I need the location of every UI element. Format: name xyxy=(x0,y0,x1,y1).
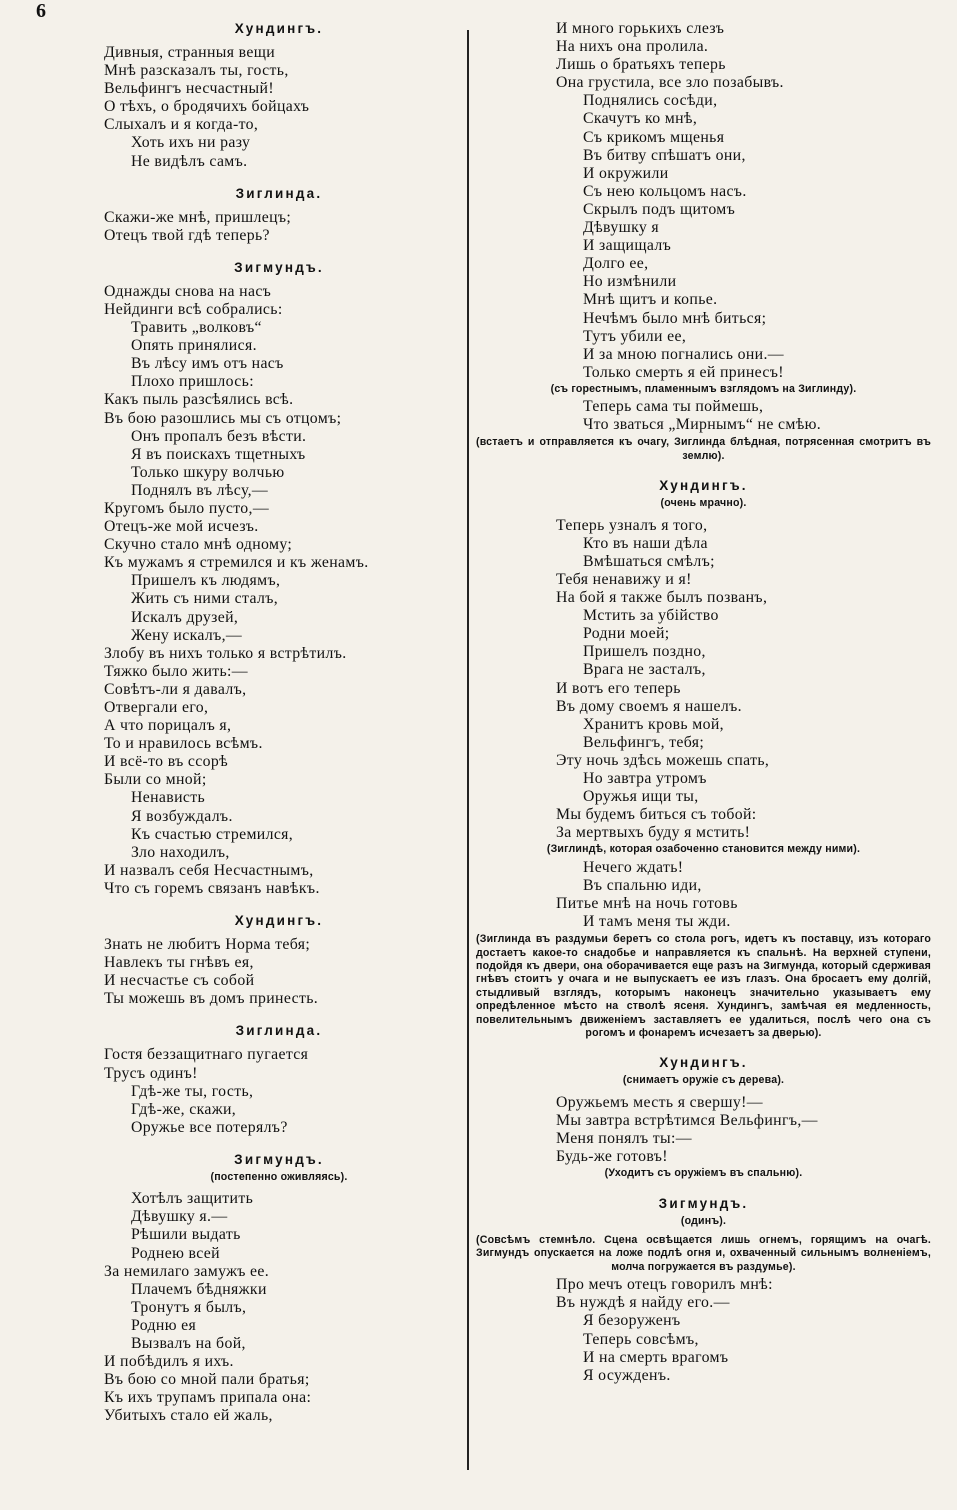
verse-line: И за мною погнались они.— xyxy=(583,345,784,363)
verse-line: Меня понялъ ты:— xyxy=(556,1130,692,1147)
verse-line: Нечѣмъ было мнѣ биться; xyxy=(583,309,767,327)
stage-direction: (Уходитъ съ оружіемъ въ спальню). xyxy=(604,1167,803,1180)
verse-line: Хотѣлъ защитить xyxy=(131,1190,254,1208)
verse-line: Плохо пришлось: xyxy=(131,373,254,391)
verse-line: Въ дому своемъ я нашелъ. xyxy=(556,697,742,715)
verse-line: На бой я также былъ позванъ, xyxy=(556,589,768,607)
verse-line: Дѣвушку я xyxy=(583,219,660,237)
verse-line: Въ битву спѣшатъ они, xyxy=(583,146,746,164)
speaker-name: Хундингъ. xyxy=(659,1055,748,1071)
speaker-name: Зиглинда. xyxy=(235,185,323,201)
verse-line: Скажи-же мнѣ, пришлецъ; xyxy=(104,208,292,226)
speaker-name: Хундингъ. xyxy=(234,913,324,929)
verse-line: И окружили xyxy=(583,164,669,182)
verse-line: Отвергали его, xyxy=(104,699,209,716)
verse-line: Онъ пропалъ безъ вѣсти. xyxy=(131,427,307,445)
verse-line: Что съ горемъ связанъ навѣкъ. xyxy=(104,879,320,897)
verse-line: Слыхалъ и я когда-то, xyxy=(104,116,259,134)
verse-line: Мстить за убійство xyxy=(583,607,719,625)
verse-line: Родни моей; xyxy=(583,625,670,643)
verse-line: Что зваться „Мирнымъ“ не смѣю. xyxy=(583,416,822,434)
verse-line: Роднею всей xyxy=(131,1244,220,1262)
verse-line: И несчастье съ собой xyxy=(104,972,255,990)
verse-line: Отецъ твой гдѣ теперь? xyxy=(104,226,270,244)
verse-line: Совѣтъ-ли я давалъ, xyxy=(104,680,247,698)
verse-line: Дивныя, странныя вещи xyxy=(104,44,276,61)
column-divider xyxy=(467,30,469,1470)
verse-line: Къ мужамъ я стремился и къ женамъ. xyxy=(104,554,369,572)
verse-line: И тамъ меня ты жди. xyxy=(583,913,731,931)
verse-line: И побѣдилъ я ихъ. xyxy=(104,1353,234,1371)
speaker-name: Зиглинда. xyxy=(235,1023,323,1039)
verse-line: Убитыхъ стало ей жаль, xyxy=(104,1407,273,1425)
verse-line: На нихъ она пролила. xyxy=(556,38,709,56)
verse-line: Питье мнѣ на ночь готовь xyxy=(556,894,738,912)
verse-line: Оружьемъ месть я свершу!— xyxy=(556,1093,763,1111)
verse-line: Вельфингъ, тебя; xyxy=(583,733,705,751)
verse-line: Гдѣ-же, скажи, xyxy=(131,1100,237,1118)
verse-line: Плачемъ бѣдняжки xyxy=(131,1280,267,1298)
verse-line: За немилаго замужъ ее. xyxy=(104,1262,270,1280)
verse-line: Рѣшили выдать xyxy=(131,1226,241,1244)
verse-line: За мертвыхъ буду я мстить! xyxy=(556,824,751,842)
verse-line: Оружья ищи ты, xyxy=(583,788,699,806)
verse-line: Оружье все потерялъ? xyxy=(131,1118,288,1136)
verse-line: Родню ея xyxy=(131,1316,197,1334)
verse-line: Будь-же готовъ! xyxy=(556,1148,668,1166)
verse-line: Не видѣлъ самъ. xyxy=(131,152,248,170)
verse-line: Нейдинги всѣ собрались: xyxy=(104,300,283,318)
verse-line: Дѣвушку я.— xyxy=(131,1208,228,1226)
verse-line: Вельфингъ несчастный! xyxy=(104,80,274,98)
page-number: 6 xyxy=(36,0,46,22)
stage-direction: (постепенно оживляясь). xyxy=(210,1170,348,1183)
verse-line: Но измѣнили xyxy=(583,273,677,291)
verse-line: Пришелъ поздно, xyxy=(583,643,706,661)
verse-line: Эту ночь здѣсь можешь спать, xyxy=(556,751,770,769)
verse-line: Нечего ждать! xyxy=(583,858,684,876)
verse-line: Я безоруженъ xyxy=(583,1312,681,1330)
right-column xyxy=(476,20,931,1385)
speaker-name: Зигмундъ. xyxy=(234,259,324,275)
verse-line: Я осужденъ. xyxy=(583,1366,671,1384)
verse-line: Теперь узналъ я того, xyxy=(556,516,708,534)
verse-line: Поднялись сосѣди, xyxy=(583,92,718,110)
verse-line: Мнѣ разсказалъ ты, гость, xyxy=(104,62,289,80)
verse-line: И на смерть врагомъ xyxy=(583,1348,729,1366)
verse-line: Мы будемъ биться съ тобой: xyxy=(556,806,757,824)
verse-line: Только смерть я ей принесъ! xyxy=(583,363,784,381)
verse-line: Я возбуждалъ. xyxy=(131,807,233,825)
verse-line: Какъ пыль разсѣялись всѣ. xyxy=(104,391,294,409)
verse-line: Хранитъ кровь мой, xyxy=(583,715,724,733)
verse-line: Но завтра утромъ xyxy=(583,770,707,787)
verse-line: Въ бою разошлись мы съ отцомъ; xyxy=(104,409,342,427)
verse-line: О тѣхъ, о бродячихъ бойцахъ xyxy=(104,98,310,116)
verse-line: Искалъ друзей, xyxy=(131,608,239,626)
verse-line: Я въ поискахъ тщетныхъ xyxy=(131,445,306,463)
stage-direction: (Зиглинда въ раздумьи беретъ со стола рогъ, идетъ къ поставцу, изъ котораго достаетъ какое-то снадобье и направляется къ спальнѣ. На верхней ступени, подойдя къ двери, она оборачивается еще разъ на Зигмунда, который сдерживая гнѣвъ стоитъ у очага и не выпускаетъ ее изъ глазъ. Она бросаетъ ему долгій, стыдливый взглядъ, которымъ наконецъ значительно указываетъ ему опредѣленное мѣсто на стволѣ ясеня. Хундингъ, замѣчая ея медленность, повелительнымъ движеніемъ заставляетъ ее удалиться, послѣ чего она съ рогомъ и фонаремъ исчезаетъ за дверью). xyxy=(476,933,931,1039)
verse-line: Мы завтра встрѣтимся Вельфингъ,— xyxy=(556,1111,818,1129)
verse-line: Вызвалъ на бой, xyxy=(131,1335,246,1353)
stage-direction: (Совсѣмъ стемнѣло. Сцена освѣщается лишь огнемъ, горящимъ на очагѣ. Зигмундъ опускается на ложе подлѣ огня и, охваченный сильнымъ волненіемъ, молча погружается въ раздумье). xyxy=(476,1234,931,1273)
verse-line: Къ счастью стремился, xyxy=(131,825,294,843)
verse-line: И всё-то въ ссорѣ xyxy=(104,753,229,771)
verse-line: Только шкуру волчью xyxy=(131,463,285,481)
verse-line: Однажды снова на насъ xyxy=(104,282,272,300)
verse-line: Скачутъ ко мнѣ, xyxy=(583,110,698,128)
verse-line: Отецъ-же мой исчезъ. xyxy=(104,518,259,536)
verse-line: Ты можешь въ домъ принесть. xyxy=(104,990,319,1008)
verse-line: Знать не любитъ Норма тебя; xyxy=(104,936,311,954)
verse-line: И защищалъ xyxy=(583,237,672,255)
verse-line: Теперь совсѣмъ, xyxy=(583,1330,699,1348)
verse-line: Съ крикомъ мщенья xyxy=(583,128,725,146)
stage-direction: (Зиглиндѣ, которая озабоченно становится между ними). xyxy=(546,843,861,856)
verse-line: Она грустила, все зло позабывъ. xyxy=(556,74,784,92)
verse-line: То и нравилось всѣмъ. xyxy=(104,735,263,753)
verse-line: Травить „волковъ“ xyxy=(131,319,262,337)
verse-line: Теперь сама ты поймешь, xyxy=(583,398,764,416)
verse-line: Вмѣшаться смѣлъ; xyxy=(583,552,715,570)
speaker-name: Зигмундъ. xyxy=(658,1195,749,1211)
verse-line: Поднялъ въ лѣсу,— xyxy=(131,481,269,499)
speaker-name: Зигмундъ. xyxy=(234,1151,324,1167)
stage-direction: (одинъ). xyxy=(680,1214,727,1227)
verse-line: Тутъ убили ее, xyxy=(583,327,687,345)
verse-line: Врага не засталъ, xyxy=(583,661,706,679)
verse-line: И вотъ его теперь xyxy=(556,679,681,697)
verse-line: Лишь о братьяхъ теперь xyxy=(556,56,726,74)
verse-line: Кругомъ было пусто,— xyxy=(104,499,270,517)
verse-line: Въ нуждѣ я найду его.— xyxy=(556,1294,730,1312)
verse-line: Скрылъ подъ щитомъ xyxy=(583,200,736,218)
verse-line: Къ ихъ трупамъ припала она: xyxy=(104,1389,312,1407)
left-column xyxy=(104,20,454,1426)
verse-line: И назвалъ себя Несчастнымъ, xyxy=(104,861,314,879)
verse-line: Скучно стало мнѣ одному; xyxy=(104,536,293,554)
speaker-name: Хундингъ. xyxy=(234,21,324,36)
stage-direction: (съ горестнымъ, пламеннымъ взглядомъ на Зиглинду). xyxy=(550,382,857,395)
verse-line: Опять принялися. xyxy=(131,337,257,355)
verse-line: Тронутъ я былъ, xyxy=(131,1298,247,1316)
speaker-name: Хундингъ. xyxy=(659,478,748,494)
verse-line: И много горькихъ слезъ xyxy=(556,20,725,37)
verse-line: А что порицалъ я, xyxy=(104,717,232,735)
verse-line: Пришелъ къ людямъ, xyxy=(131,572,281,590)
verse-line: Ненависть xyxy=(131,789,206,807)
verse-line: Навлекъ ты гнѣвъ ея, xyxy=(104,954,254,972)
verse-line: Въ бою со мной пали братья; xyxy=(104,1371,310,1389)
verse-line: Зло находилъ, xyxy=(131,843,230,861)
verse-line: Кто въ наши дѣла xyxy=(583,534,708,552)
stage-direction: (очень мрачно). xyxy=(660,497,747,510)
verse-line: Трусъ одинъ! xyxy=(104,1064,198,1082)
verse-line: Были со мной; xyxy=(104,771,207,789)
verse-line: Жену искалъ,— xyxy=(131,626,243,644)
verse-line: Съ нею кольцомъ насъ. xyxy=(583,182,747,200)
stage-direction: (снимаетъ оружіе съ дерева). xyxy=(622,1074,785,1087)
verse-line: Злобу въ нихъ только я встрѣтилъ. xyxy=(104,644,347,662)
verse-line: Мнѣ щитъ и копье. xyxy=(583,291,718,309)
verse-line: Тебя ненавижу и я! xyxy=(556,570,692,588)
verse-line: Про мечъ отецъ говорилъ мнѣ: xyxy=(556,1276,773,1294)
verse-line: Гостя беззащитнаго пугается xyxy=(104,1046,309,1064)
stage-direction: (встаетъ и отправляется къ очагу, Зиглинда блѣдная, потрясенная смотритъ въ землю). xyxy=(476,436,931,462)
verse-line: Въ спальню иди, xyxy=(583,876,702,894)
verse-line: Долго ее, xyxy=(583,255,649,273)
verse-line: Хоть ихъ ни разу xyxy=(131,134,251,152)
verse-line: Жить съ ними сталъ, xyxy=(131,590,279,608)
verse-line: Тяжко было жить:— xyxy=(104,662,248,680)
verse-line: Гдѣ-же ты, гость, xyxy=(131,1082,254,1100)
verse-line: Въ лѣсу имъ отъ насъ xyxy=(131,355,284,373)
